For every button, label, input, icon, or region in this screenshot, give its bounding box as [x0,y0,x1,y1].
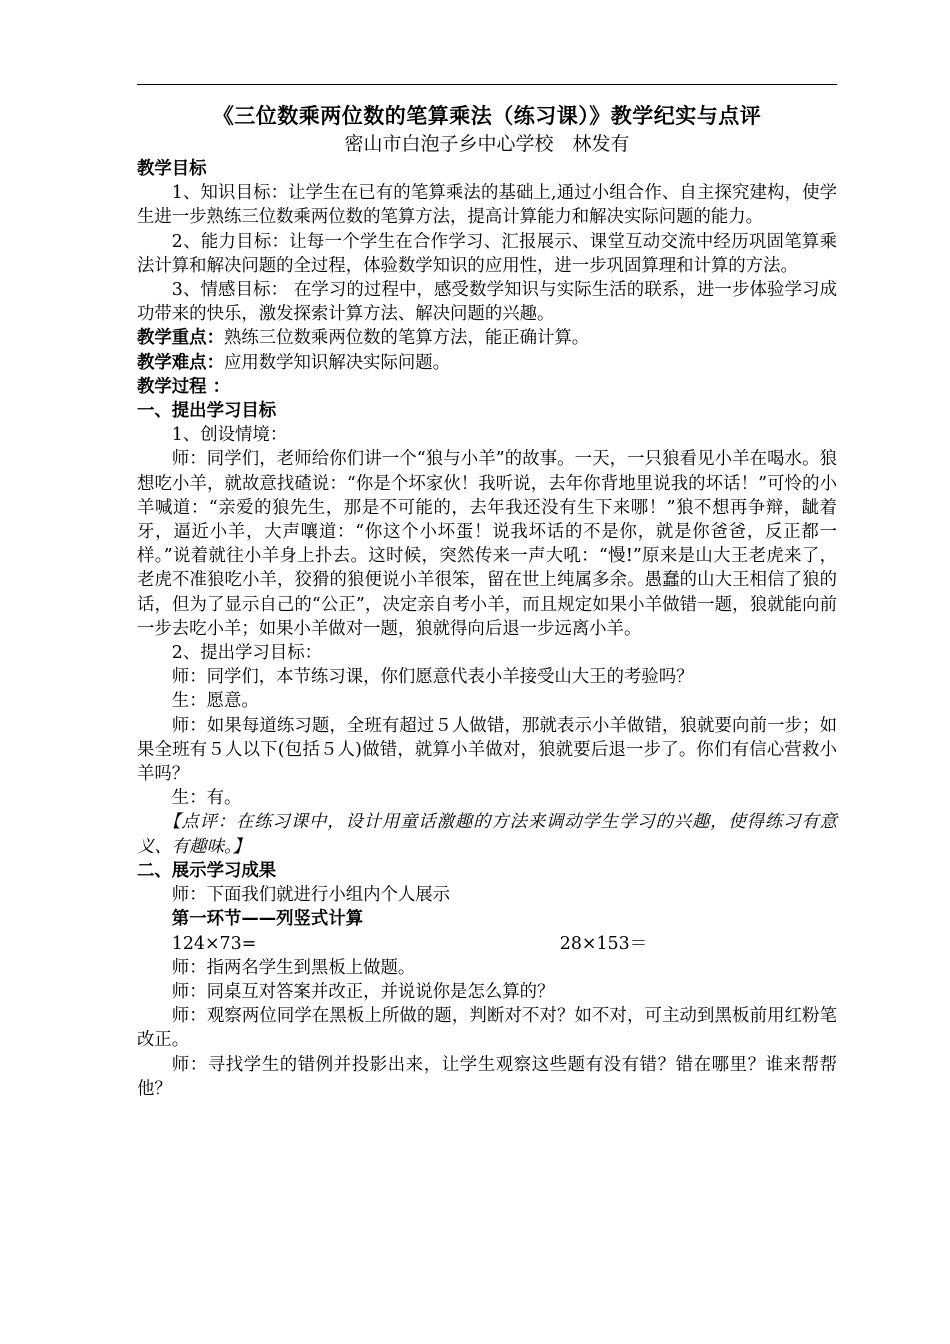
difficult-point [137,351,837,375]
section-1-heading: 一、提出学习目标 [137,401,277,422]
goal-2: 2、能力目标：让每一个学生在合作学习、汇报展示、课堂互动交流中经历巩固笔算乘法计算和解决问题的全过程，体验数学知识的应用性，进一步巩固算理和计算的方法。 [137,231,837,276]
document-title: 《三位数乘两位数的笔算乘法（练习课）》教学纪实与点评 [212,103,762,128]
key-point-label: 教学重点： [137,328,224,349]
section-goals-heading: 教学目标 [137,159,207,179]
top-rule [137,84,837,85]
document-author: 密山市白泡子乡中心学校 林发有 [344,133,630,155]
difficult-point-label: 教学难点： [137,352,224,373]
document-page [137,84,837,1101]
part-1-heading: 第一环节——列竖式计算 [171,909,364,930]
key-point-text: 熟练三位数乘两位数的笔算方法，能正确计算。 [223,328,590,349]
subsection-1-2: 2、提出学习目标： [171,643,322,664]
process-heading: 教学过程 ： [137,376,231,397]
story-paragraph: 师：同学们，老师给你们讲一个“狼与小羊”的故事。一天，一只狼看见小羊在喝水。狼想吃小羊，就故意找碴说：“你是个坏家伙！我听说，去年你背地里说我的坏话！”可怜的小羊喊道：“亲爱的狼先生，那是不可能的，去年我还没有生下来哪！”狼不想再争辩，龇着牙，逼近小羊，大声嚷道：“你这个小坏蛋！说我坏话的不是你，就是你爸爸，反正都一样。”说着就往小羊身上扑去。这时候，突然传来一声大吼：“慢!”原来是山大王老虎来了，老虎不准狼吃小羊，狡猾的狼便说小羊很笨，留在世上纯属多余。愚蠢的山大王相信了狼的话，但为了显示自己的“公正”，决定亲自考小羊，而且规定如果小羊做错一题，狼就能向前一步去吃小羊；如果小羊做对一题，狼就得向后退一步远离小羊。 [137,449,837,639]
teacher-line-4: 师：指两名学生到黑板上做题。 [171,957,416,978]
key-point [137,326,837,350]
comment-paragraph: 【点评：在练习课中，设计用童话激趣的方法来调动学生学习的兴趣，使得练习有意义、有趣味。】 [137,812,837,857]
section-2-heading: 二、展示学习成果 [137,860,277,881]
difficult-point-text: 应用数学知识解决实际问题。 [223,352,451,373]
subsection-1-1: 1、创设情境： [171,425,288,446]
teacher-line-3: 师：下面我们就进行小组内个人展示 [171,885,451,906]
student-line-1: 生：愿意。 [171,691,259,712]
teacher-line-2: 师：如果每道练习题，全班有超过５人做错，那就表示小羊做错，狼就要向前一步；如果全班有５人以下(包括５人)做错，就算小羊做对，狼就要后退一步了。你们有信心营救小羊吗？ [137,715,837,785]
calc-problem-2: 28×153＝ [559,933,648,954]
teacher-line-7: 师：寻找学生的错例并投影出来，让学生观察这些题有没有错？错在哪里？谁来帮帮他？ [137,1054,837,1099]
teacher-line-1: 师：同学们，本节练习课，你们愿意代表小羊接受山大王的考验吗？ [171,667,694,688]
goal-1: 1、知识目标：让学生在已有的笔算乘法的基础上,通过小组合作、自主探究建构，使学生进一步熟练三位数乘两位数的笔算方法，提高计算能力和解决实际问题的能力。 [137,183,837,228]
teacher-line-6: 师：观察两位同学在黑板上所做的题，判断对不对？如不对，可主动到黑板前用红粉笔改正。 [137,1006,837,1051]
student-line-2: 生：有。 [171,788,242,809]
calc-problem-1: 124×73= [171,933,257,954]
teacher-line-5: 师：同桌互对答案并改正，并说说你是怎么算的？ [171,981,555,1002]
goal-3: 3、情感目标： 在学习的过程中，感受数学知识与实际生活的联系，进一步体验学习成功带来的快乐，激发探索计算方法、解决问题的兴趣。 [137,280,837,325]
calc-row [137,932,837,956]
